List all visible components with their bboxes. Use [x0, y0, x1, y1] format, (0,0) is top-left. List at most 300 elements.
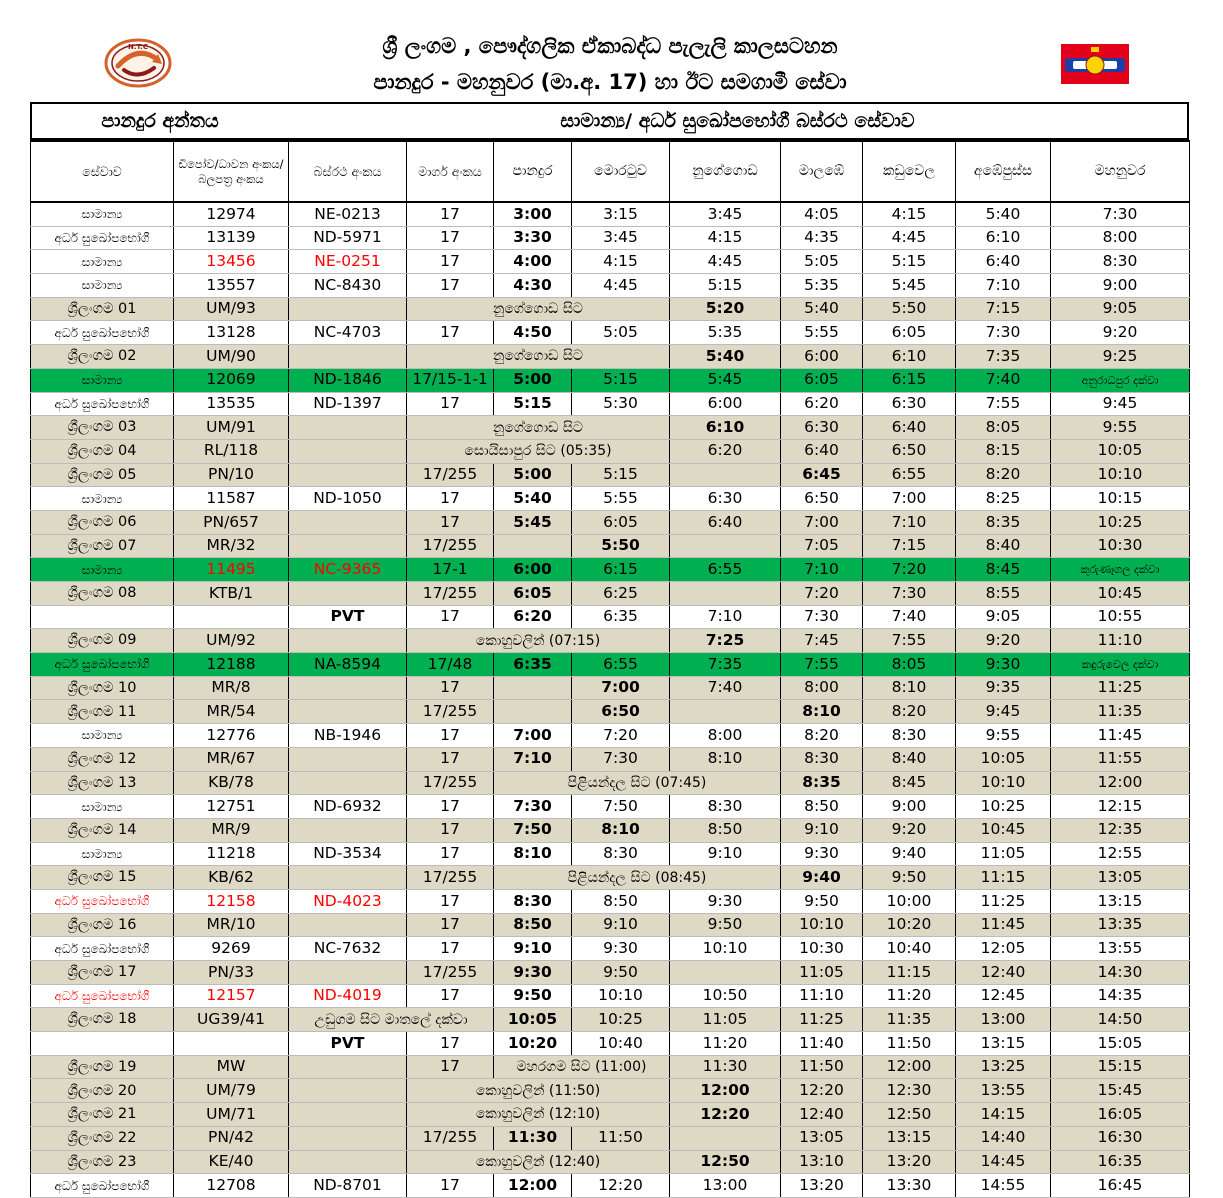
table-cell: 8:30	[781, 747, 863, 771]
service-type-cell: ශ්‍රීලංගම 23	[31, 1150, 174, 1174]
service-type-cell: ශ්‍රීලංගම 14	[31, 818, 174, 842]
table-cell	[670, 534, 781, 558]
table-cell: 10:40	[863, 937, 956, 961]
table-cell: 5:00	[494, 463, 572, 487]
table-cell: 11:15	[863, 961, 956, 985]
table-cell: 11:30	[670, 1055, 781, 1079]
ntc-logo-icon	[104, 38, 172, 88]
table-cell: 14:55	[956, 1174, 1051, 1198]
table-cell: 11218	[174, 842, 289, 866]
table-cell: 6:40	[670, 510, 781, 534]
table-cell: 8:20	[781, 724, 863, 748]
table-cell: 17	[407, 1032, 494, 1056]
table-cell: 13:05	[781, 1126, 863, 1150]
table-cell: 7:50	[494, 818, 572, 842]
table-cell: 12157	[174, 984, 289, 1008]
table-cell: 7:30	[1051, 202, 1190, 226]
table-cell: 12:00	[494, 1174, 572, 1198]
column-header: නුගේගොඩ	[670, 141, 781, 202]
table-cell: 8:20	[863, 700, 956, 724]
table-cell	[670, 700, 781, 724]
table-cell: 12:30	[863, 1079, 956, 1103]
table-row	[31, 250, 1190, 274]
table-cell	[289, 534, 407, 558]
table-cell: 8:05	[956, 416, 1051, 440]
table-cell: 7:45	[781, 629, 863, 653]
table-cell: 17/15-1-1	[407, 368, 494, 392]
table-cell: 10:05	[494, 1008, 572, 1032]
table-cell: 11:45	[956, 913, 1051, 937]
table-cell: 12:05	[956, 937, 1051, 961]
table-cell: 12:00	[670, 1079, 781, 1103]
table-cell: 12:15	[1051, 795, 1190, 819]
table-cell: 5:35	[670, 321, 781, 345]
table-cell: 6:45	[781, 463, 863, 487]
table-cell: 12:40	[781, 1103, 863, 1127]
table-cell: 9:50	[863, 866, 956, 890]
table-cell: 13:30	[863, 1174, 956, 1198]
table-cell: 9:50	[781, 889, 863, 913]
table-cell: 9:55	[1051, 416, 1190, 440]
table-cell: 6:55	[863, 463, 956, 487]
table-cell: NC-4703	[289, 321, 407, 345]
table-row	[31, 558, 1190, 582]
table-cell: 10:20	[494, 1032, 572, 1056]
table-cell: MW	[174, 1055, 289, 1079]
table-cell: 8:50	[670, 818, 781, 842]
table-cell: 7:20	[863, 558, 956, 582]
table-cell: 5:00	[494, 368, 572, 392]
table-cell: NA-8594	[289, 653, 407, 677]
table-row	[31, 487, 1190, 511]
table-row	[31, 889, 1190, 913]
table-cell: 10:20	[863, 913, 956, 937]
service-type-cell: අර්ධ සුඛෝපභෝගී	[31, 653, 174, 677]
column-header: මාලඹේ	[781, 141, 863, 202]
table-cell: 8:35	[781, 771, 863, 795]
table-cell: 17	[407, 202, 494, 226]
column-header: මහනුවර	[1051, 141, 1190, 202]
service-type-cell: අර්ධ සුඛෝපභෝගී	[31, 937, 174, 961]
table-cell: 12:40	[956, 961, 1051, 985]
table-cell: 16:05	[1051, 1103, 1190, 1127]
table-cell: 7:35	[670, 653, 781, 677]
table-cell: 11:50	[572, 1126, 670, 1150]
table-cell: 11:25	[1051, 676, 1190, 700]
table-cell	[289, 676, 407, 700]
table-cell: 9:10	[781, 818, 863, 842]
table-cell	[289, 771, 407, 795]
table-cell: 17	[407, 913, 494, 937]
service-type-cell: ශ්‍රීලංගම 01	[31, 297, 174, 321]
table-cell: 14:35	[1051, 984, 1190, 1008]
table-cell: 12751	[174, 795, 289, 819]
table-cell: කඳුරුවෙල දක්වා	[1051, 653, 1190, 677]
table-cell: 11:05	[956, 842, 1051, 866]
table-cell: UM/71	[174, 1103, 289, 1127]
service-type-cell: ශ්‍රීලංගම 17	[31, 961, 174, 985]
table-cell: 9:25	[1051, 345, 1190, 369]
table-cell: ND-1050	[289, 487, 407, 511]
table-cell: MR/8	[174, 676, 289, 700]
table-cell: 17	[407, 487, 494, 511]
table-cell: 10:45	[1051, 582, 1190, 606]
table-cell: KB/78	[174, 771, 289, 795]
table-cell: 13557	[174, 274, 289, 298]
table-cell	[289, 866, 407, 890]
table-cell: 7:00	[494, 724, 572, 748]
note-cell: නුගේගොඩ සිට	[407, 297, 670, 321]
table-cell: 6:20	[781, 392, 863, 416]
note-cell: කොහුවලින් (12:40)	[407, 1150, 670, 1174]
table-cell: 17	[407, 226, 494, 250]
table-cell: PVT	[289, 605, 407, 629]
service-type-cell: ශ්‍රීලංගම 04	[31, 439, 174, 463]
table-cell: 13:05	[1051, 866, 1190, 890]
table-row	[31, 1055, 1190, 1079]
table-cell: 6:20	[670, 439, 781, 463]
table-cell: 10:25	[956, 795, 1051, 819]
table-cell: ND-6932	[289, 795, 407, 819]
table-cell: 17	[407, 274, 494, 298]
table-cell: MR/67	[174, 747, 289, 771]
table-cell: 5:50	[572, 534, 670, 558]
table-cell: 9:30	[670, 889, 781, 913]
table-cell: 17	[407, 889, 494, 913]
table-cell: 6:10	[956, 226, 1051, 250]
table-cell: 9:10	[572, 913, 670, 937]
table-cell	[289, 961, 407, 985]
table-cell: 7:20	[781, 582, 863, 606]
table-cell: 14:30	[1051, 961, 1190, 985]
table-cell: 17	[407, 510, 494, 534]
table-cell: 11:35	[863, 1008, 956, 1032]
table-cell: 12:50	[670, 1150, 781, 1174]
table-cell: 10:10	[956, 771, 1051, 795]
table-cell	[289, 1055, 407, 1079]
service-type-cell: සාමාන්‍ය	[31, 274, 174, 298]
table-cell: 5:45	[863, 274, 956, 298]
column-header: ඩිපෝව/ධාවන අංකය/ බලපත්‍ර අංකය	[174, 141, 289, 202]
table-cell: 7:30	[781, 605, 863, 629]
table-row	[31, 321, 1190, 345]
table-row	[31, 1008, 1190, 1032]
table-row	[31, 771, 1190, 795]
table-cell: 8:50	[572, 889, 670, 913]
table-cell: 11:10	[1051, 629, 1190, 653]
table-row	[31, 463, 1190, 487]
table-cell: 6:50	[863, 439, 956, 463]
note-cell: උඩුගම සිට මාතලේ දක්වා	[289, 1008, 494, 1032]
table-cell: 8:55	[956, 582, 1051, 606]
table-row	[31, 416, 1190, 440]
table-cell: 7:55	[863, 629, 956, 653]
table-cell: 7:15	[863, 534, 956, 558]
column-header: මාර්ග අංකය	[407, 141, 494, 202]
table-cell	[174, 1032, 289, 1056]
table-cell: 11:35	[1051, 700, 1190, 724]
service-type-cell: අර්ධ සුඛෝපභෝගී	[31, 226, 174, 250]
table-cell: 12:55	[1051, 842, 1190, 866]
table-header-row	[31, 141, 1190, 202]
table-cell: 6:10	[863, 345, 956, 369]
table-cell: 10:00	[863, 889, 956, 913]
table-cell: 6:30	[781, 416, 863, 440]
table-cell: 4:15	[572, 250, 670, 274]
table-cell	[289, 1079, 407, 1103]
table-cell: 7:10	[863, 510, 956, 534]
table-cell: 14:15	[956, 1103, 1051, 1127]
table-row	[31, 984, 1190, 1008]
table-cell: NB-1946	[289, 724, 407, 748]
table-cell: 11:05	[781, 961, 863, 985]
column-header: පානදුර	[494, 141, 572, 202]
table-cell: 8:50	[781, 795, 863, 819]
table-cell: 6:40	[956, 250, 1051, 274]
table-row	[31, 818, 1190, 842]
table-row	[31, 700, 1190, 724]
table-cell: 10:30	[1051, 534, 1190, 558]
table-cell: NC-8430	[289, 274, 407, 298]
service-type-cell: ශ්‍රීලංගම 13	[31, 771, 174, 795]
table-cell: 8:30	[670, 795, 781, 819]
table-cell: 13:55	[956, 1079, 1051, 1103]
table-cell: NE-0213	[289, 202, 407, 226]
note-cell: නුගේගොඩ සිට	[407, 345, 670, 369]
service-type-cell: අර්ධ සුඛෝපභෝගී	[31, 392, 174, 416]
table-cell: 9:20	[956, 629, 1051, 653]
table-cell: 5:35	[781, 274, 863, 298]
table-cell: 12:00	[1051, 771, 1190, 795]
table-cell: 12776	[174, 724, 289, 748]
table-cell: 8:25	[956, 487, 1051, 511]
table-cell: ND-4023	[289, 889, 407, 913]
table-cell: 11:25	[956, 889, 1051, 913]
table-row	[31, 629, 1190, 653]
table-cell: 10:45	[956, 818, 1051, 842]
table-cell: 3:45	[572, 226, 670, 250]
table-cell	[494, 676, 572, 700]
service-type-cell: සාමාන්‍ය	[31, 368, 174, 392]
column-header: බස්රථ අංකය	[289, 141, 407, 202]
table-cell: 6:05	[494, 582, 572, 606]
table-cell: 13:35	[1051, 913, 1190, 937]
table-cell: 4:45	[863, 226, 956, 250]
table-cell: 6:20	[494, 605, 572, 629]
table-cell: 8:35	[956, 510, 1051, 534]
table-cell: 5:05	[572, 321, 670, 345]
table-cell: 5:30	[572, 392, 670, 416]
table-row	[31, 1032, 1190, 1056]
table-cell: 8:10	[863, 676, 956, 700]
table-cell: 6:50	[572, 700, 670, 724]
table-cell: 9:50	[670, 913, 781, 937]
table-cell: 16:45	[1051, 1174, 1190, 1198]
table-cell	[670, 582, 781, 606]
table-cell: KTB/1	[174, 582, 289, 606]
table-row	[31, 392, 1190, 416]
table-cell: 17	[407, 818, 494, 842]
table-cell: 6:55	[670, 558, 781, 582]
table-cell	[289, 629, 407, 653]
ntc-logo-text: N.T.C	[127, 43, 149, 51]
service-type-cell: සාමාන්‍ය	[31, 487, 174, 511]
table-cell: 13456	[174, 250, 289, 274]
table-cell: 10:10	[781, 913, 863, 937]
table-cell: 3:30	[494, 226, 572, 250]
table-cell: KB/62	[174, 866, 289, 890]
table-cell: 5:40	[956, 202, 1051, 226]
table-cell: 13:15	[863, 1126, 956, 1150]
table-cell: PN/33	[174, 961, 289, 985]
service-type-cell: ශ්‍රීලංගම 03	[31, 416, 174, 440]
table-cell: 9:00	[1051, 274, 1190, 298]
table-cell: 13128	[174, 321, 289, 345]
table-cell: 17	[407, 321, 494, 345]
table-cell: 4:15	[863, 202, 956, 226]
table-cell: 12:00	[863, 1055, 956, 1079]
table-cell: MR/9	[174, 818, 289, 842]
table-cell: 11587	[174, 487, 289, 511]
table-cell: UM/90	[174, 345, 289, 369]
table-cell: 17	[407, 724, 494, 748]
service-type-cell: ශ්‍රීලංගම 09	[31, 629, 174, 653]
table-cell: 5:15	[670, 274, 781, 298]
service-type-cell	[31, 605, 174, 629]
table-cell: 10:25	[1051, 510, 1190, 534]
service-type-label: සාමාන්‍ය/ අර්ධ සුඛෝපභෝගී බස්රථ සේවාව	[288, 102, 1189, 140]
table-row	[31, 676, 1190, 700]
table-cell: 6:50	[781, 487, 863, 511]
table-cell: UM/92	[174, 629, 289, 653]
table-cell	[670, 1126, 781, 1150]
table-cell: 9:55	[956, 724, 1051, 748]
table-cell: 12:35	[1051, 818, 1190, 842]
table-cell: 8:40	[863, 747, 956, 771]
column-header: මොරටුව	[572, 141, 670, 202]
table-cell: 7:00	[863, 487, 956, 511]
table-cell: 8:30	[572, 842, 670, 866]
table-cell: 4:45	[572, 274, 670, 298]
table-cell: 6:15	[572, 558, 670, 582]
table-cell: 7:15	[956, 297, 1051, 321]
table-cell: PN/10	[174, 463, 289, 487]
table-row	[31, 961, 1190, 985]
table-cell: 11:15	[956, 866, 1051, 890]
table-cell: 5:15	[863, 250, 956, 274]
table-cell: MR/10	[174, 913, 289, 937]
service-type-cell: සාමාන්‍ය	[31, 724, 174, 748]
table-cell: 13:55	[1051, 937, 1190, 961]
table-cell: ND-5971	[289, 226, 407, 250]
service-type-cell: ශ්‍රීලංගම 22	[31, 1126, 174, 1150]
service-type-cell: අර්ධ සුඛෝපභෝගී	[31, 1174, 174, 1198]
table-cell: 7:55	[956, 392, 1051, 416]
table-row	[31, 866, 1190, 890]
table-cell: 12:50	[863, 1103, 956, 1127]
table-cell: 17	[407, 250, 494, 274]
table-cell: 4:35	[781, 226, 863, 250]
timetable	[30, 140, 1190, 1198]
table-cell: 4:00	[494, 250, 572, 274]
table-cell: 16:35	[1051, 1150, 1190, 1174]
table-cell	[289, 297, 407, 321]
table-cell	[670, 961, 781, 985]
table-cell: 6:25	[572, 582, 670, 606]
service-type-cell: ශ්‍රීලංගම 10	[31, 676, 174, 700]
service-type-cell	[31, 1032, 174, 1056]
table-row	[31, 368, 1190, 392]
table-row	[31, 439, 1190, 463]
page-subtitle: පානදුර - මහනුවර (මා.අ. 17) හා ඊට සමගාමී සේවා	[373, 70, 847, 94]
table-cell: 14:50	[1051, 1008, 1190, 1032]
table-cell: 6:00	[781, 345, 863, 369]
table-cell: 7:30	[572, 747, 670, 771]
table-row	[31, 1174, 1190, 1198]
table-cell: 11:05	[670, 1008, 781, 1032]
service-type-cell: සාමාන්‍ය	[31, 558, 174, 582]
table-cell: 13:00	[956, 1008, 1051, 1032]
table-cell: 6:15	[863, 368, 956, 392]
table-cell: 11:55	[1051, 747, 1190, 771]
note-cell: කොහුවලින් (11:50)	[407, 1079, 670, 1103]
table-cell: 5:05	[781, 250, 863, 274]
table-cell	[289, 1150, 407, 1174]
table-cell: UM/93	[174, 297, 289, 321]
table-cell: 5:40	[781, 297, 863, 321]
table-cell: 17	[407, 842, 494, 866]
table-cell: 7:40	[670, 676, 781, 700]
table-row	[31, 274, 1190, 298]
note-cell: පිළියන්දල සිට (07:45)	[494, 771, 781, 795]
table-cell: 6:35	[572, 605, 670, 629]
table-cell: 6:40	[863, 416, 956, 440]
table-cell: 10:55	[1051, 605, 1190, 629]
table-row	[31, 724, 1190, 748]
column-header: සේවාව	[31, 141, 174, 202]
table-cell: NC-9365	[289, 558, 407, 582]
table-cell: 5:55	[572, 487, 670, 511]
table-cell: 9:00	[863, 795, 956, 819]
service-type-cell: ශ්‍රීලංගම 12	[31, 747, 174, 771]
table-cell: 6:05	[863, 321, 956, 345]
table-row	[31, 913, 1190, 937]
table-cell: ND-3534	[289, 842, 407, 866]
table-cell: PN/42	[174, 1126, 289, 1150]
table-cell: 4:30	[494, 274, 572, 298]
table-cell: 11:50	[863, 1032, 956, 1056]
table-cell: 5:40	[670, 345, 781, 369]
table-cell: PN/657	[174, 510, 289, 534]
table-row	[31, 202, 1190, 226]
table-cell: KE/40	[174, 1150, 289, 1174]
table-cell: 5:15	[572, 368, 670, 392]
table-cell: 15:45	[1051, 1079, 1190, 1103]
table-cell: 7:00	[572, 676, 670, 700]
table-cell: 9:20	[1051, 321, 1190, 345]
table-cell	[174, 605, 289, 629]
table-cell: 11:40	[781, 1032, 863, 1056]
table-cell: 6:05	[781, 368, 863, 392]
note-cell: නුගේගොඩ සිට	[407, 416, 670, 440]
table-cell: 9:45	[956, 700, 1051, 724]
table-cell: 11:50	[781, 1055, 863, 1079]
table-cell: 7:35	[956, 345, 1051, 369]
table-row	[31, 297, 1190, 321]
table-cell: 13:20	[781, 1174, 863, 1198]
table-cell: 17	[407, 984, 494, 1008]
table-cell	[289, 582, 407, 606]
